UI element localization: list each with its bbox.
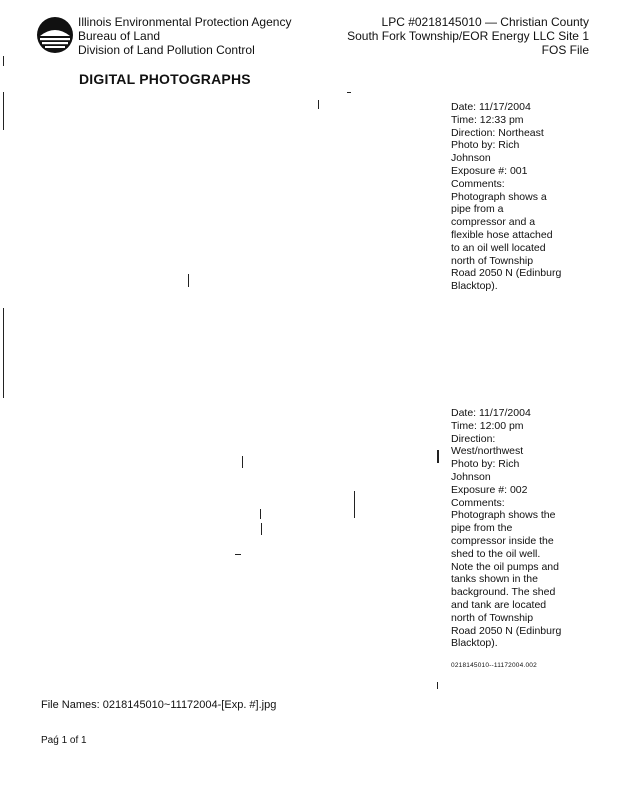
scan-speck xyxy=(354,491,355,518)
scan-speck xyxy=(188,274,189,287)
scan-speck xyxy=(3,308,4,398)
caption-line: Date: 11/17/2004 xyxy=(451,101,531,113)
caption-line: Time: 12:33 pm xyxy=(451,113,524,126)
photo-file-stamp: 0218145010--11172004.002 xyxy=(451,662,537,669)
caption-line: Time: 12:00 pm xyxy=(451,419,524,432)
caption-line: and tank are located xyxy=(451,598,547,611)
photo-1 xyxy=(40,95,435,385)
page-number: Paǵ 1 of 1 xyxy=(41,735,87,746)
site-info-block xyxy=(347,15,589,57)
caption-line: Note the oil pumps and xyxy=(451,560,559,573)
caption-line: north of Township xyxy=(451,611,534,624)
caption-line: background. The shed xyxy=(451,586,556,599)
caption-line: Exposure #: 001 xyxy=(451,164,528,177)
caption-line: Photograph shows a xyxy=(451,190,547,203)
caption-line: to an oil well located xyxy=(451,241,546,254)
caption-line: Johnson xyxy=(451,152,491,165)
agency-block xyxy=(78,15,291,57)
caption-line: Blacktop). xyxy=(451,280,498,293)
agency-name: Illinois Environmental Protection Agency xyxy=(78,15,292,29)
bureau-name: Bureau of Land xyxy=(78,29,161,43)
caption-line: shed to the oil well. xyxy=(451,547,541,560)
caption-line: compressor inside the xyxy=(451,534,554,547)
page-title: DIGITAL PHOTOGRAPHS xyxy=(79,71,251,87)
site-name: South Fork Township/EOR Energy LLC Site 1 xyxy=(347,29,589,43)
photo-1-caption xyxy=(451,101,591,293)
caption-line: Blacktop). xyxy=(451,637,498,650)
illinois-epa-logo-icon xyxy=(36,16,74,54)
caption-line: Johnson xyxy=(451,470,491,483)
division-name: Division of Land Pollution Control xyxy=(78,43,255,57)
scan-speck xyxy=(242,456,243,468)
caption-line: pipe from the xyxy=(451,522,513,535)
scan-speck xyxy=(437,450,439,463)
scan-speck xyxy=(3,56,4,66)
caption-line: compressor and a xyxy=(451,216,536,229)
caption-line: tanks shown in the xyxy=(451,573,538,586)
scan-speck xyxy=(318,100,319,109)
caption-line: Comments: xyxy=(451,177,505,190)
scan-speck xyxy=(235,554,241,555)
scan-speck xyxy=(3,92,4,130)
caption-line: Direction: Northeast xyxy=(451,126,544,139)
file-type: FOS File xyxy=(541,43,589,57)
caption-line: flexible hose attached xyxy=(451,228,553,241)
caption-line: Photo by: Rich xyxy=(451,139,520,152)
scan-speck xyxy=(437,682,438,689)
caption-line: Exposure #: 002 xyxy=(451,483,528,496)
caption-line: Road 2050 N (Edinburg xyxy=(451,267,562,280)
lpc-number: LPC #0218145010 — Christian County xyxy=(381,15,589,29)
scan-speck xyxy=(347,92,351,93)
caption-line: Comments: xyxy=(451,496,505,509)
scan-speck xyxy=(260,509,261,519)
caption-line: West/northwest xyxy=(451,445,524,458)
caption-line: Direction: xyxy=(451,432,496,445)
photo-2-caption xyxy=(451,407,591,650)
caption-line: Photograph shows the xyxy=(451,509,556,522)
caption-line: Road 2050 N (Edinburg xyxy=(451,624,562,637)
scan-speck xyxy=(261,523,262,535)
photo-2 xyxy=(40,400,435,690)
file-names: File Names: 0218145010~11172004-[Exp. #].jpg xyxy=(41,699,277,711)
caption-line: Photo by: Rich xyxy=(451,458,520,471)
caption-line: pipe from a xyxy=(451,203,504,216)
caption-line: Date: 11/17/2004 xyxy=(451,407,531,419)
caption-line: north of Township xyxy=(451,254,534,267)
